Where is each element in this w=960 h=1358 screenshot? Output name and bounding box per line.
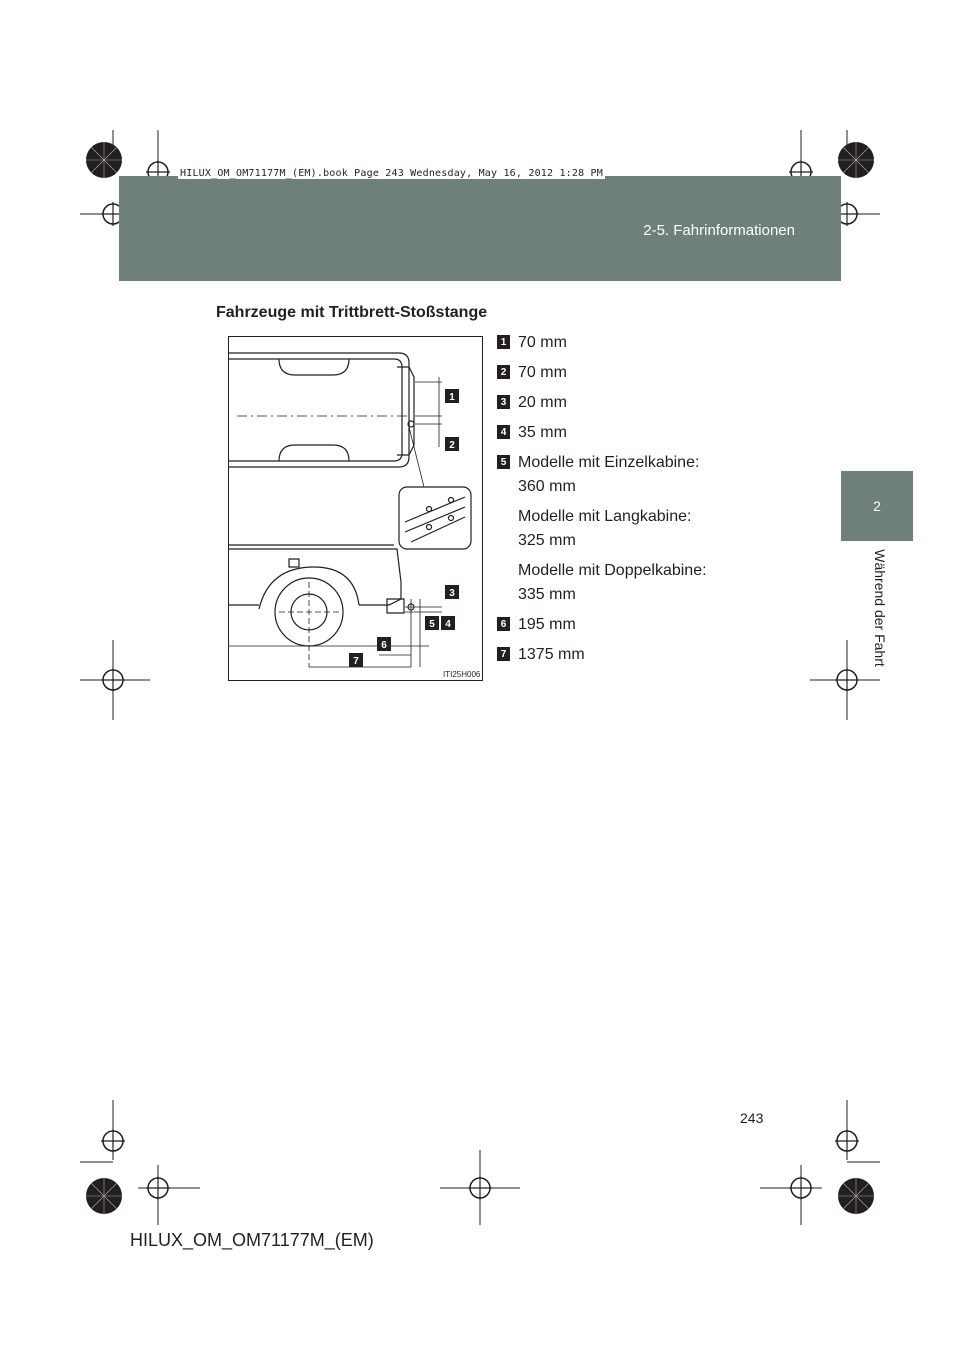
list-item [497,421,737,445]
spec-value: 325 mm [518,532,576,549]
section-title: 2-5. Fahrinformationen [643,222,795,239]
number-badge: 2 [497,365,510,379]
spec-value: 195 mm [518,616,576,633]
figure-label: 1 [449,392,455,403]
vehicle-dimension-figure [228,336,483,681]
figure-label: 7 [353,656,359,667]
number-badge: 3 [497,395,510,409]
list-item [497,331,737,355]
figure-label: 5 [429,619,435,630]
chapter-label: Während der Fahrt [872,549,888,667]
spec-value: 1375 mm [518,646,585,663]
figure-label: 4 [445,619,451,630]
figure-label: 6 [381,640,387,651]
section-heading: Fahrzeuge mit Trittbrett-Stoßstange [216,304,488,321]
chapter-number: 2 [873,498,881,514]
figure-code: ITI25H006 [443,670,481,679]
list-item [497,391,737,415]
vehicle-diagram [229,337,482,680]
number-badge: 5 [497,455,510,469]
list-item [497,613,737,637]
figure-label: 3 [449,588,455,599]
list-item [497,643,737,667]
number-badge: 4 [497,425,510,439]
dimension-list [497,331,737,673]
spec-value: 70 mm [518,364,567,381]
number-badge: 1 [497,335,510,349]
spec-value: 335 mm [518,586,576,603]
spec-label: Modelle mit Doppelkabine: [518,562,707,579]
spec-label: Modelle mit Langkabine: [518,508,692,525]
figure-label: 2 [449,440,455,451]
page-number: 243 [740,1110,764,1126]
spec-value: 35 mm [518,424,567,441]
spec-value: 360 mm [518,478,576,495]
book-info-line: HILUX_OM_OM71177M_(EM).book Page 243 Wednesday, May 16, 2012 1:28 PM [180,168,603,179]
document-code: HILUX_OM_OM71177M_(EM) [130,1230,374,1250]
spec-label: Modelle mit Einzelkabine: [518,454,700,471]
number-badge: 7 [497,647,510,661]
number-badge: 6 [497,617,510,631]
spec-value: 70 mm [518,334,567,351]
list-item [497,361,737,385]
list-item [497,451,737,475]
spec-value: 20 mm [518,394,567,411]
